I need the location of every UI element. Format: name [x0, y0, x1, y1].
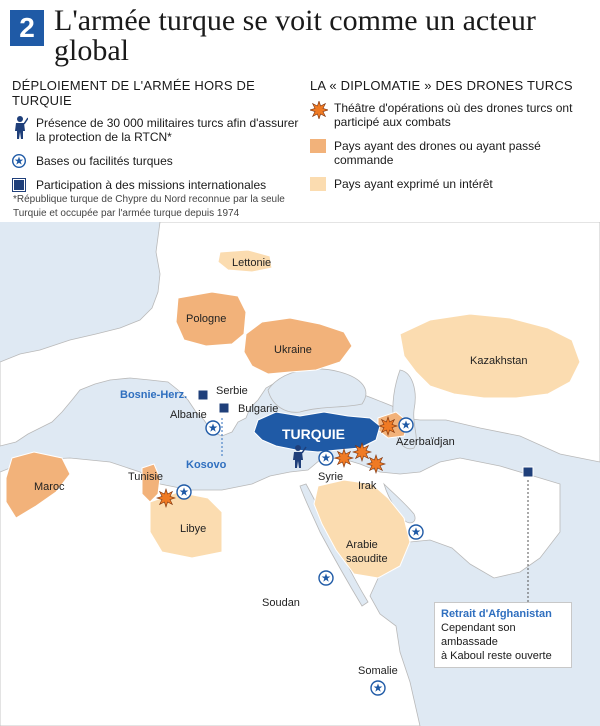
- swatch-interest: [310, 177, 326, 194]
- combat-burst-icon: [310, 101, 328, 122]
- base-star-icon: [12, 154, 26, 171]
- label-saoudite: saoudite: [346, 553, 388, 565]
- base-star-icon: [319, 571, 333, 585]
- combat-burst-icon: [379, 417, 397, 435]
- legend-label-drones-owned: Pays ayant des drones ou ayant passé commande: [334, 139, 541, 167]
- page-title: L'armée turque se voit comme un acteur global: [54, 4, 536, 67]
- label-serbie: Serbie: [216, 385, 248, 397]
- afghanistan-note: [434, 602, 572, 668]
- label-kosovo: Kosovo: [186, 459, 227, 471]
- label-bulgarie: Bulgarie: [238, 403, 279, 415]
- label-syrie: Syrie: [318, 471, 344, 483]
- mission-square-icon: [219, 403, 229, 413]
- legend-item-bases: [12, 154, 302, 168]
- afghanistan-note-line2: à Kaboul reste ouverte: [441, 650, 552, 662]
- legend-label-soldiers: Présence de 30 000 militaires turcs afin d'assurer la protection de la RTCN*: [36, 116, 299, 144]
- label-lettonie: Lettonie: [232, 257, 272, 269]
- combat-burst-icon: [353, 443, 371, 461]
- base-star-icon: [409, 525, 423, 539]
- legend-label-combat: Théâtre d'opérations où des drones turcs ont participé aux combats: [334, 101, 573, 129]
- mission-square-icon: [523, 467, 533, 477]
- combat-burst-icon: [335, 449, 353, 467]
- label-irak: Irak: [358, 480, 377, 492]
- afghanistan-note-line1: Cependant son ambassade: [441, 622, 516, 648]
- label-tunisie: Tunisie: [128, 471, 164, 483]
- label-soudan: Soudan: [262, 597, 300, 609]
- label-libye: Libye: [180, 523, 207, 535]
- header: [10, 6, 595, 68]
- label-albanie: Albanie: [170, 409, 207, 421]
- legend-item-soldiers: [12, 116, 302, 144]
- combat-burst-icon: [157, 489, 175, 507]
- legend-item-combat: [310, 101, 595, 129]
- label-turquie: TURQUIE: [282, 426, 345, 442]
- base-star-icon: [371, 681, 385, 695]
- legend-drones-heading: LA « DIPLOMATIE » DES DRONES TURCS: [310, 78, 573, 93]
- mission-square-icon: [198, 390, 208, 400]
- base-star-icon: [399, 418, 413, 432]
- legend-label-interest: Pays ayant exprimé un intérêt: [334, 177, 493, 191]
- legend-deployment: [12, 78, 302, 202]
- legend-label-missions: Participation à des missions internationales: [36, 178, 267, 192]
- footnote: *République turque de Chypre du Nord reconnue par la seule Turquie et occupée par l'armée turque depuis 1974: [13, 194, 285, 219]
- section-number-badge: 2: [10, 10, 44, 46]
- base-star-icon: [177, 485, 191, 499]
- combat-burst-icon: [367, 455, 385, 473]
- swatch-drones-owned: [310, 139, 326, 156]
- afghanistan-note-title: Retrait d'Afghanistan: [441, 608, 552, 620]
- label-azerbaidjan: Azerbaïdjan: [396, 436, 455, 448]
- label-somalie: Somalie: [358, 665, 398, 677]
- legend-drones: [310, 78, 595, 201]
- label-maroc: Maroc: [34, 481, 65, 493]
- base-star-icon: [319, 451, 333, 465]
- label-bosnie: Bosnie-Herz.: [120, 389, 188, 401]
- legend-item-interest: [310, 177, 595, 191]
- base-star-icon: [206, 421, 220, 435]
- label-arabie: Arabie: [346, 539, 378, 551]
- legend-item-drones-owned: [310, 139, 595, 167]
- soldier-icon: [12, 116, 28, 143]
- label-ukraine: Ukraine: [274, 344, 312, 356]
- label-kazakhstan: Kazakhstan: [470, 355, 528, 367]
- label-pologne: Pologne: [186, 313, 227, 325]
- legend-item-missions: [12, 178, 302, 192]
- legend-label-bases: Bases ou facilités turques: [36, 154, 173, 168]
- legend-deployment-heading: DÉPLOIEMENT DE L'ARMÉE HORS DE TURQUIE: [12, 78, 256, 108]
